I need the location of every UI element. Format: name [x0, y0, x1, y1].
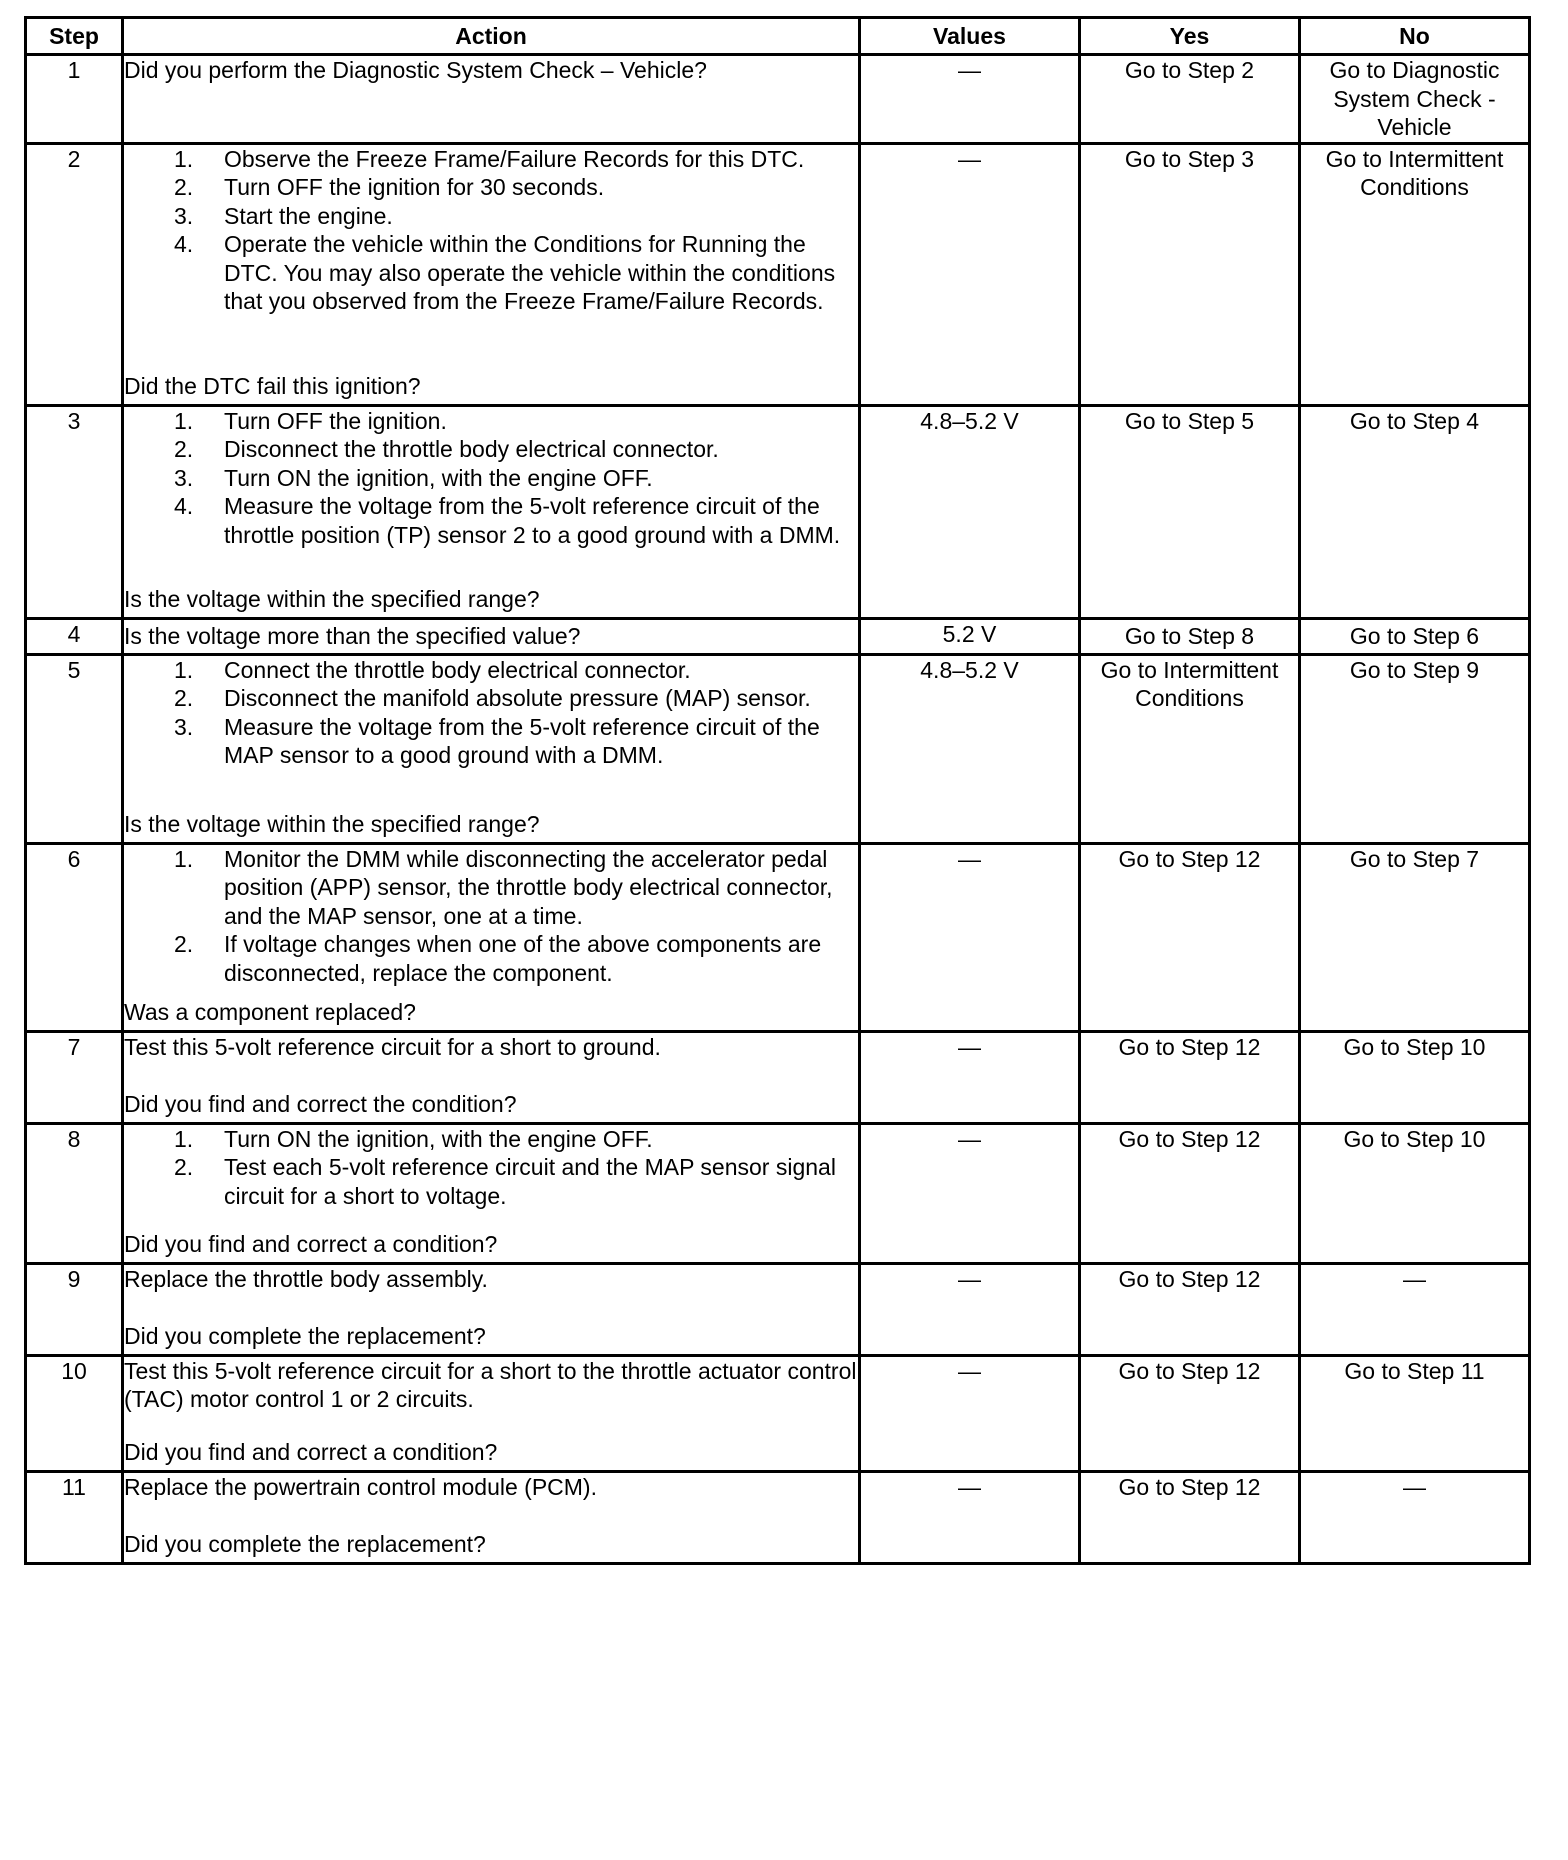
substep: 1. Connect the throttle body electrical connector. [174, 656, 691, 683]
substep: 2. Disconnect the manifold absolute pressure (MAP) sensor. [174, 685, 811, 711]
header-row [26, 18, 1530, 55]
step-number: 6 [26, 843, 123, 1031]
action-text: Test this 5-volt reference circuit for a short to ground. [124, 1033, 661, 1060]
no-cell: Go to Step 7 [1300, 843, 1530, 1031]
step-number: 1 [26, 55, 123, 144]
action-question: Did you find and correct a condition? [124, 1231, 498, 1257]
step-number: 4 [26, 618, 123, 654]
yes-cell: Go to Step 12 [1080, 1031, 1300, 1123]
step-number: 8 [26, 1123, 123, 1263]
action-question: Did you complete the replacement? [124, 1323, 486, 1349]
substep: 4. Operate the vehicle within the Conditions for Running the DTC. You may also operate the vehicle within the conditions that you observed from the Freeze Frame/Failure Records. [174, 231, 836, 314]
value-cell: — [860, 1263, 1080, 1355]
header-yes: Yes [1080, 18, 1300, 55]
value-cell: — [860, 1471, 1080, 1563]
substep-list [124, 845, 858, 988]
action-text: Did you perform the Diagnostic System Check – Vehicle? [124, 57, 707, 83]
action-cell [123, 1263, 860, 1355]
action-question: Did the DTC fail this ignition? [124, 373, 421, 399]
table-row [26, 1031, 1530, 1123]
value-cell: — [860, 143, 1080, 405]
table-row [26, 1471, 1530, 1563]
table-row [26, 1263, 1530, 1355]
header-values: Values [860, 18, 1080, 55]
value-cell: — [860, 1355, 1080, 1471]
yes-cell: Go to Step 12 [1080, 843, 1300, 1031]
yes-cell: Go to Step 12 [1080, 1355, 1300, 1471]
no-cell: Go to Step 10 [1300, 1031, 1530, 1123]
value-cell: — [860, 1031, 1080, 1123]
table-row [26, 1355, 1530, 1471]
action-question: Did you find and correct the condition? [124, 1091, 517, 1117]
no-cell: Go to Step 10 [1300, 1123, 1530, 1263]
action-question: Is the voltage within the specified range? [124, 811, 540, 837]
action-cell [123, 1123, 860, 1263]
diagnostic-table [24, 16, 1531, 1565]
value-cell: — [860, 843, 1080, 1031]
table-row [26, 618, 1530, 654]
step-number: 3 [26, 405, 123, 618]
no-cell: Go to Diagnostic System Check - Vehicle [1300, 55, 1530, 144]
no-cell: Go to Step 6 [1300, 618, 1530, 654]
table-row [26, 654, 1530, 843]
step-number: 10 [26, 1355, 123, 1471]
action-cell [123, 405, 860, 618]
substep: 2. Turn OFF the ignition for 30 seconds. [174, 174, 605, 200]
substep-list [124, 407, 858, 550]
substep: 2. Test each 5-volt reference circuit and the MAP sensor signal circuit for a short to voltage. [174, 1154, 836, 1209]
table-row [26, 843, 1530, 1031]
step-number: 5 [26, 654, 123, 843]
step-number: 7 [26, 1031, 123, 1123]
table-row [26, 143, 1530, 405]
action-cell [123, 1031, 860, 1123]
value-cell: — [860, 55, 1080, 144]
substep: 2. If voltage changes when one of the above components are disconnected, replace the component. [174, 931, 822, 986]
substep: 3. Measure the voltage from the 5-volt reference circuit of the MAP sensor to a good ground with a DMM. [174, 713, 820, 768]
substep: 3. Turn ON the ignition, with the engine OFF. [174, 464, 653, 491]
header-step: Step [26, 18, 123, 55]
action-cell [123, 843, 860, 1031]
no-cell: — [1300, 1471, 1530, 1563]
action-cell [123, 618, 860, 654]
no-cell: Go to Intermittent Conditions [1300, 143, 1530, 405]
header-action: Action [123, 18, 860, 55]
value-cell: 5.2 V [860, 618, 1080, 654]
yes-cell: Go to Step 12 [1080, 1263, 1300, 1355]
no-cell: Go to Step 11 [1300, 1355, 1530, 1471]
action-cell [123, 1355, 860, 1471]
action-cell [123, 654, 860, 843]
action-text: Is the voltage more than the specified value? [124, 622, 581, 649]
substep: 1. Monitor the DMM while disconnecting the accelerator pedal position (APP) sensor, the throttle body electrical connector, and the MAP sensor, one at a time. [174, 845, 833, 929]
yes-cell: Go to Step 5 [1080, 405, 1300, 618]
value-cell: 4.8–5.2 V [860, 654, 1080, 843]
no-cell: Go to Step 4 [1300, 405, 1530, 618]
yes-cell: Go to Step 12 [1080, 1123, 1300, 1263]
value-cell: — [860, 1123, 1080, 1263]
substep-list [124, 145, 858, 316]
substep-list [124, 1125, 858, 1211]
substep: 1. Observe the Freeze Frame/Failure Records for this DTC. [174, 145, 805, 172]
value-cell: 4.8–5.2 V [860, 405, 1080, 618]
action-text: Replace the powertrain control module (PCM). [124, 1473, 597, 1500]
substep-list [124, 656, 858, 770]
action-cell [123, 1471, 860, 1563]
action-question: Did you complete the replacement? [124, 1531, 486, 1557]
step-number: 2 [26, 143, 123, 405]
substep: 1. Turn OFF the ignition. [174, 407, 447, 434]
no-cell: — [1300, 1263, 1530, 1355]
action-question: Was a component replaced? [124, 999, 416, 1025]
substep: 2. Disconnect the throttle body electrical connector. [174, 436, 719, 462]
table-row [26, 405, 1530, 618]
yes-cell: Go to Intermittent Conditions [1080, 654, 1300, 843]
action-cell [123, 143, 860, 405]
yes-cell: Go to Step 3 [1080, 143, 1300, 405]
step-number: 11 [26, 1471, 123, 1563]
table-row [26, 1123, 1530, 1263]
substep: 3. Start the engine. [174, 202, 393, 229]
yes-cell: Go to Step 12 [1080, 1471, 1300, 1563]
header-no: No [1300, 18, 1530, 55]
action-text: Replace the throttle body assembly. [124, 1265, 488, 1292]
substep: 4. Measure the voltage from the 5-volt reference circuit of the throttle position (TP) sensor 2 to a good ground with a DMM. [174, 493, 841, 548]
step-number: 9 [26, 1263, 123, 1355]
yes-cell: Go to Step 8 [1080, 618, 1300, 654]
substep: 1. Turn ON the ignition, with the engine OFF. [174, 1125, 653, 1152]
table-row [26, 55, 1530, 144]
action-cell [123, 55, 860, 144]
action-text: Test this 5-volt reference circuit for a short to the throttle actuator control (TAC) motor control 1 or 2 circuits. [124, 1357, 857, 1412]
no-cell: Go to Step 9 [1300, 654, 1530, 843]
action-question: Did you find and correct a condition? [124, 1439, 498, 1465]
action-question: Is the voltage within the specified range? [124, 586, 540, 612]
yes-cell: Go to Step 2 [1080, 55, 1300, 144]
